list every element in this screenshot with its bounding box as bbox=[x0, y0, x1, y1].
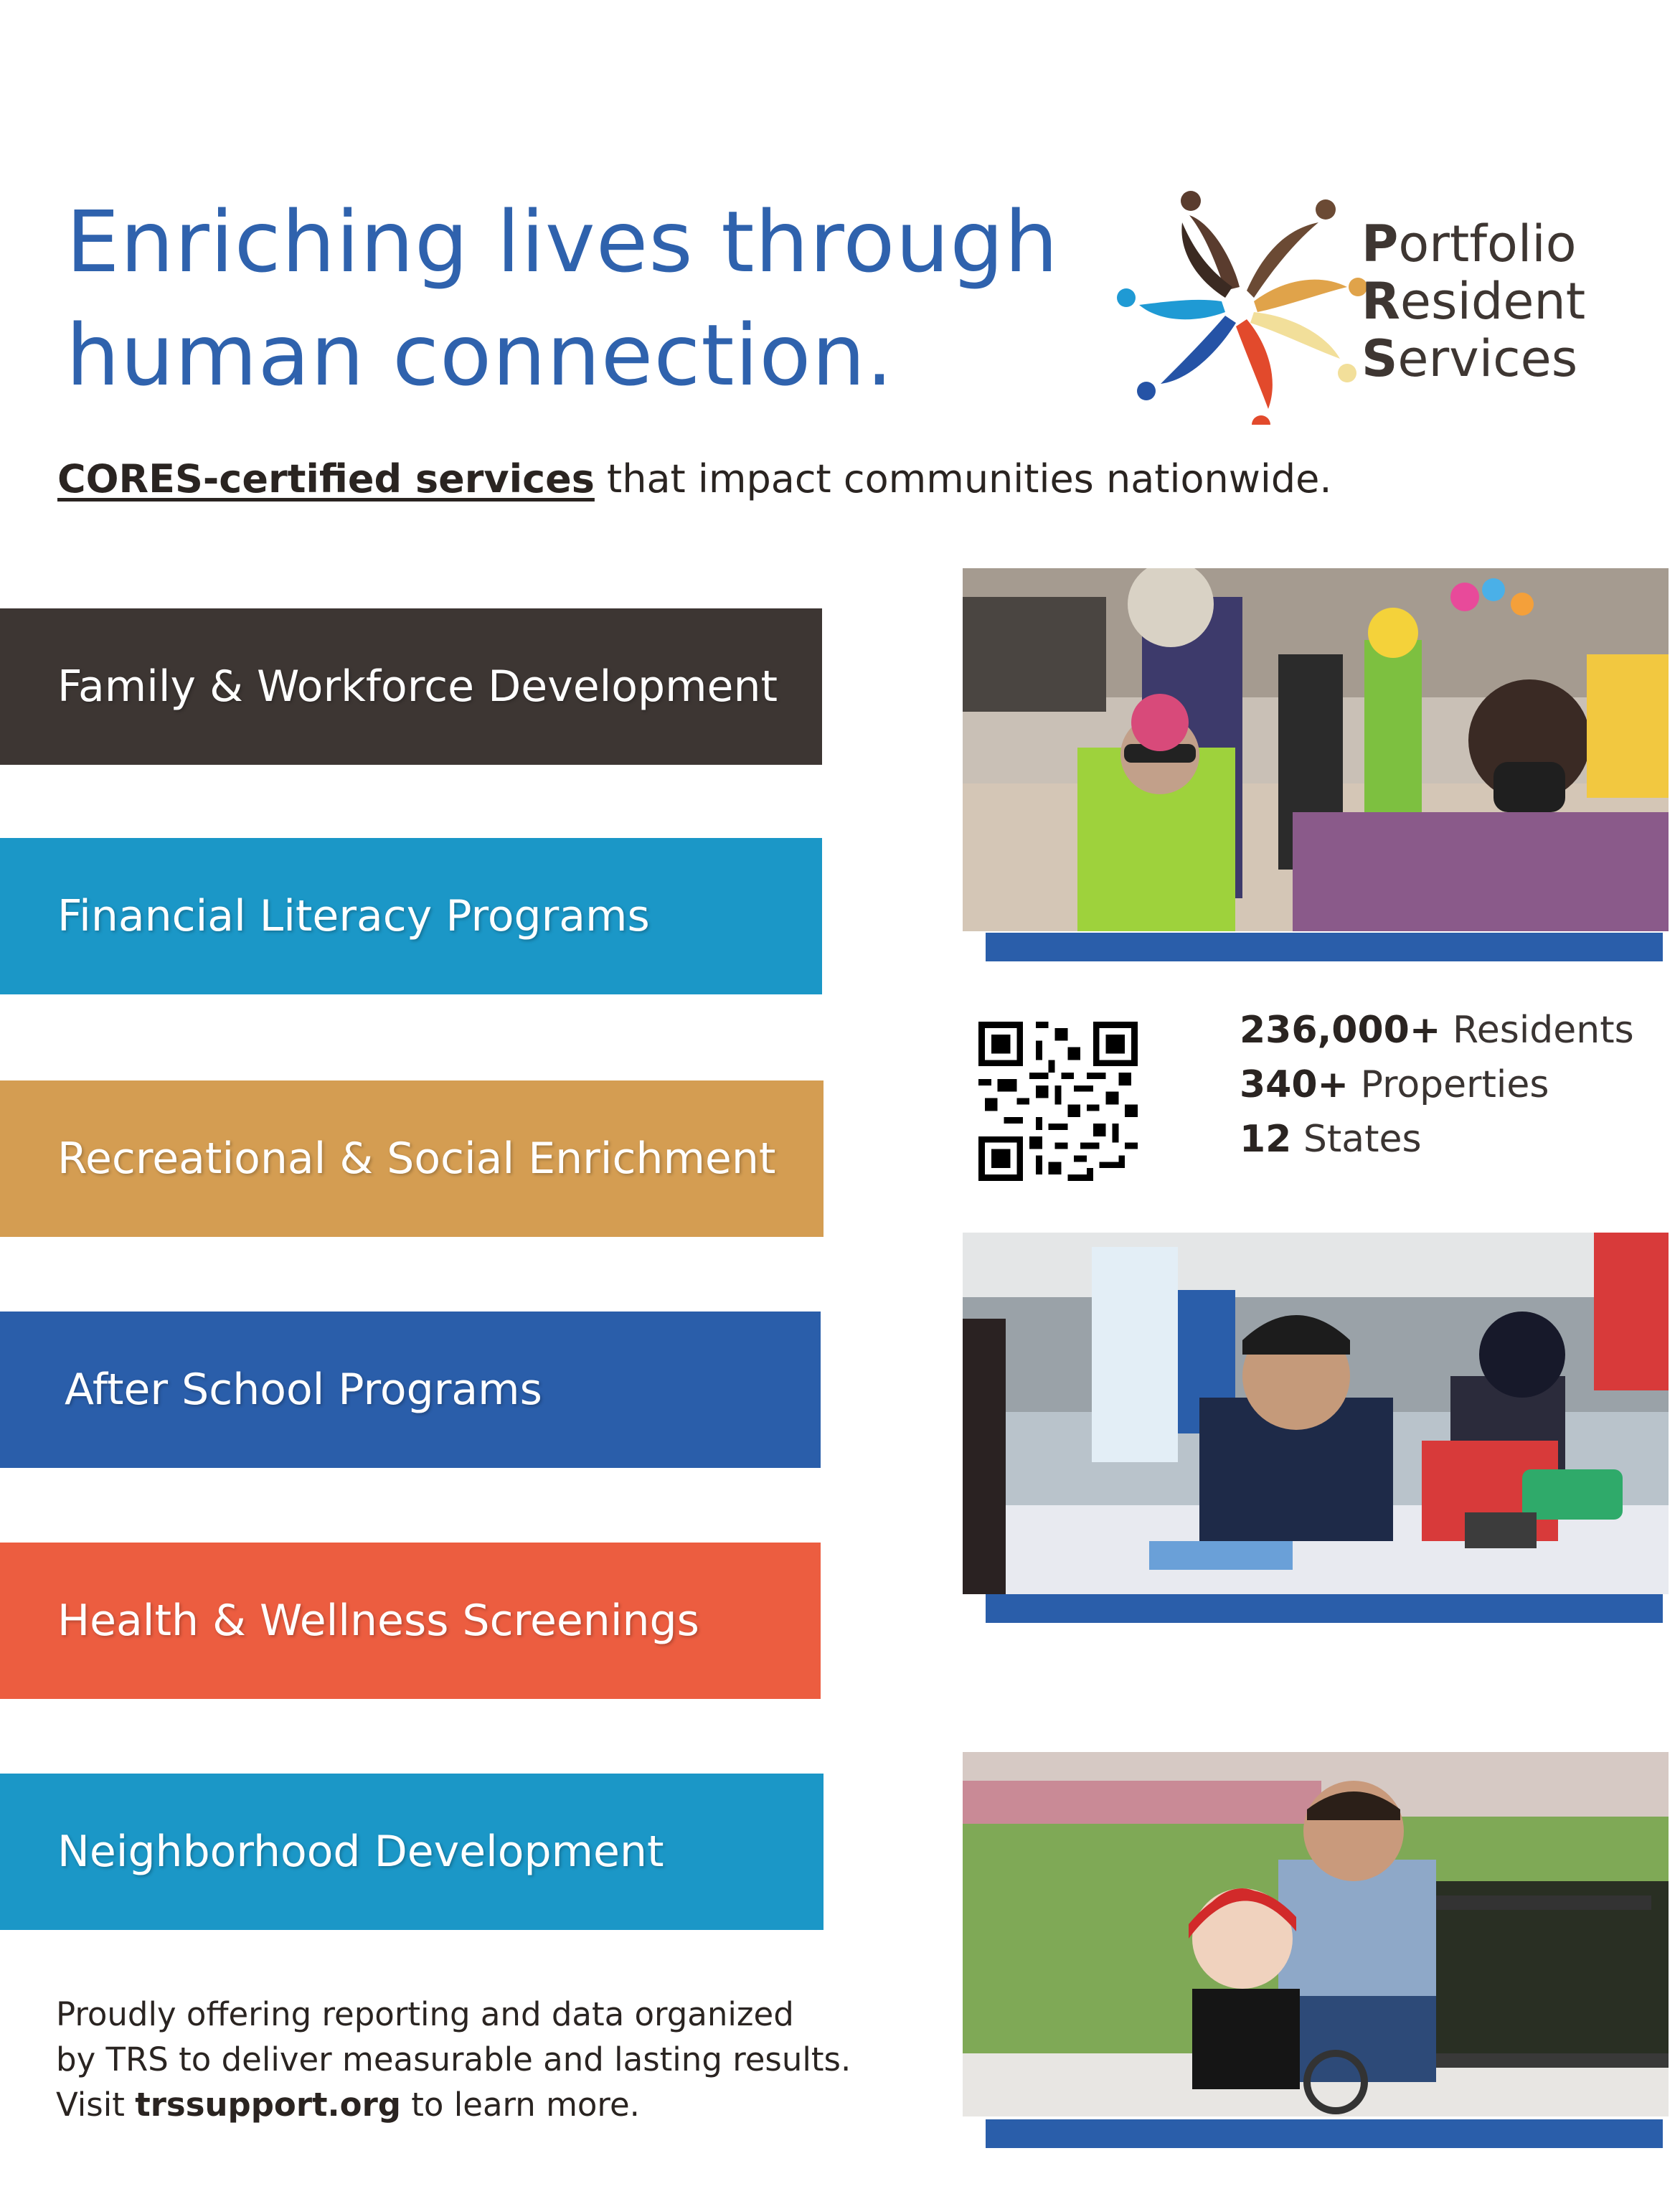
page-headline bbox=[66, 185, 1142, 412]
service-band-after-school: After School Programs bbox=[0, 1312, 821, 1468]
footer-text bbox=[56, 1992, 851, 2127]
stat-properties: 340+ Properties bbox=[1240, 1063, 1549, 1106]
stats-list bbox=[1240, 1003, 1634, 1167]
service-band-health-wellness: Health & Wellness Screenings bbox=[0, 1543, 821, 1699]
service-band-family-workforce: Family & Workforce Development bbox=[0, 608, 822, 765]
website-link[interactable]: trssupport.org bbox=[135, 2086, 401, 2124]
headline-line-1: Enriching lives through bbox=[66, 192, 1059, 291]
logo-wordmark: Portfolio Resident Services bbox=[1362, 215, 1586, 388]
father-child-bike-photo bbox=[963, 1752, 1669, 2116]
service-band-neighborhood: Neighborhood Development bbox=[0, 1774, 824, 1930]
festival-photo bbox=[963, 568, 1669, 931]
photo-2-underbar bbox=[986, 1594, 1663, 1623]
photo-1-underbar bbox=[986, 933, 1663, 961]
kids-drawing-photo bbox=[963, 1233, 1669, 1594]
stat-residents: 236,000+ Residents bbox=[1240, 1009, 1634, 1052]
footer-line-1: Proudly offering reporting and data organized bbox=[56, 1995, 794, 2033]
photo-3-underbar bbox=[986, 2119, 1663, 2148]
portfolio-logo-icon bbox=[1110, 181, 1369, 425]
service-band-financial-literacy: Financial Literacy Programs bbox=[0, 838, 822, 994]
headline-line-2: human connection. bbox=[66, 306, 894, 405]
footer-line-2: by TRS to deliver measurable and lasting results. bbox=[56, 2040, 851, 2078]
tagline-rest: that impact communities nationwide. bbox=[594, 456, 1332, 502]
stat-states: 12 States bbox=[1240, 1118, 1422, 1161]
tagline bbox=[57, 456, 1332, 502]
service-band-recreational: Recreational & Social Enrichment bbox=[0, 1080, 824, 1237]
footer-line-3: Visit trssupport.org to learn more. bbox=[56, 2086, 640, 2124]
tagline-strong: CORES-certified services bbox=[57, 456, 595, 502]
qr-code-icon[interactable] bbox=[978, 1022, 1138, 1181]
